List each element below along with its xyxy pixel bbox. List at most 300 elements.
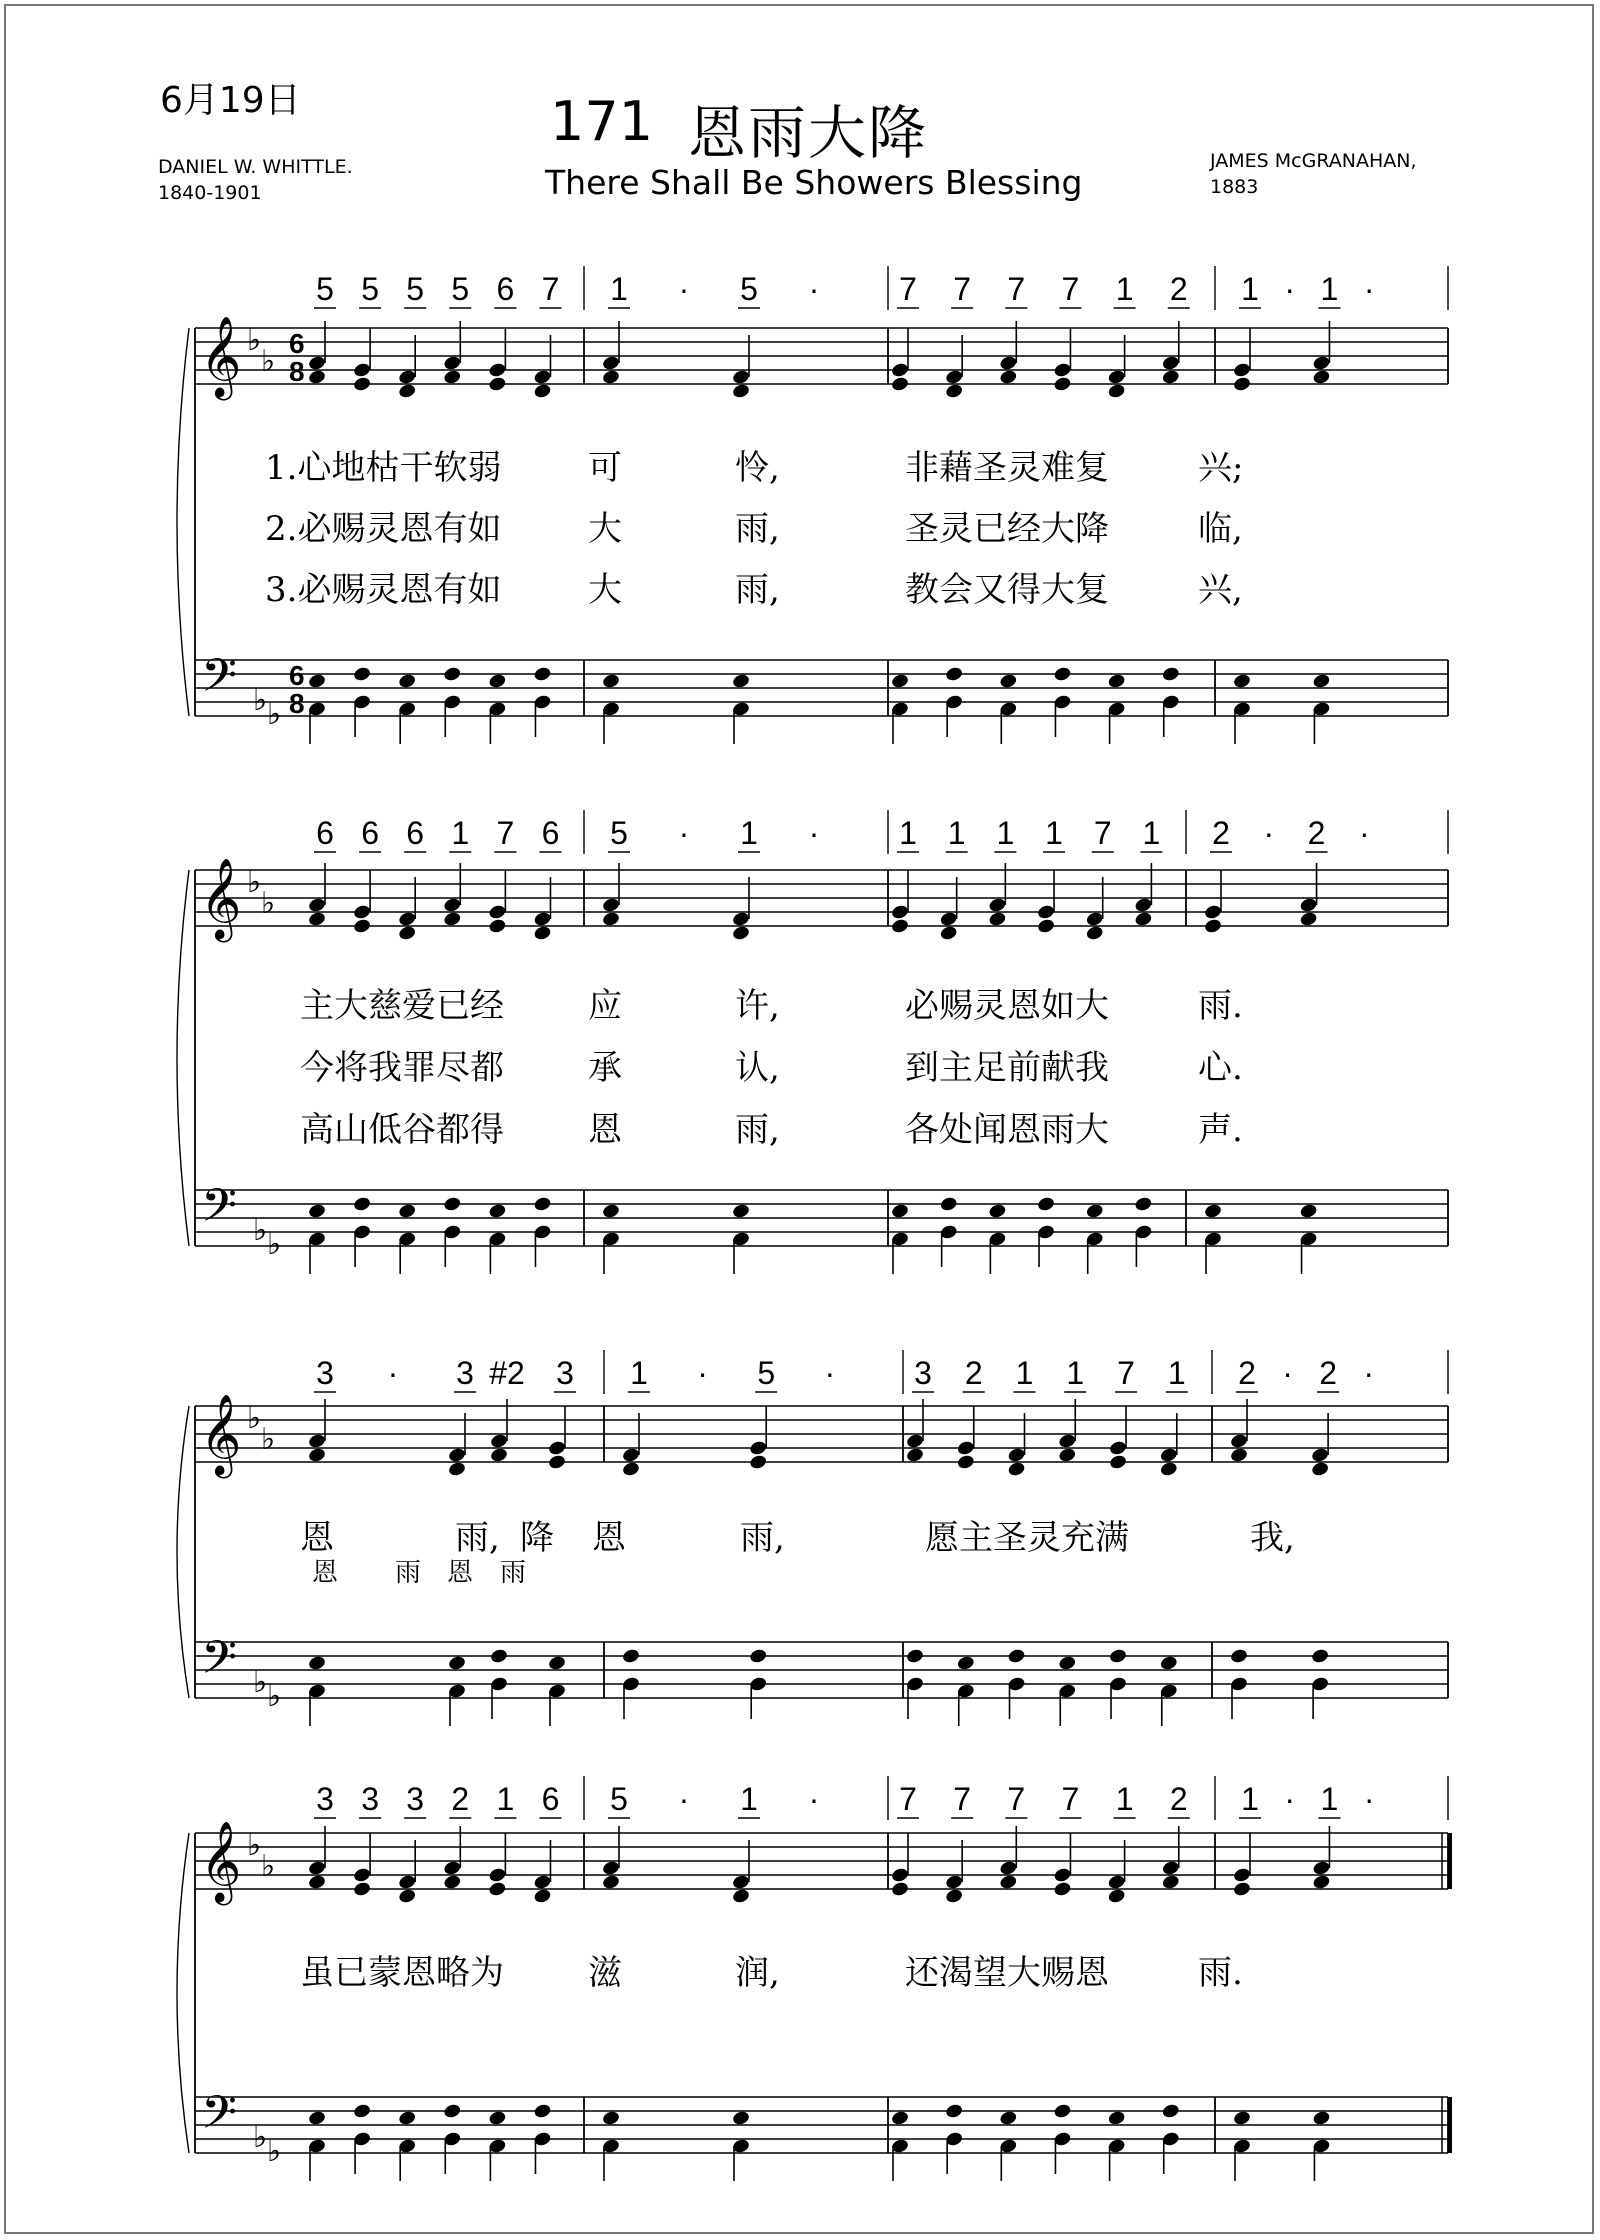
lyric-text: 还渴望大赐恩: [905, 1953, 1109, 1993]
bass-lyric-text: 恩: [312, 1558, 339, 1588]
treble-notehead: [353, 918, 372, 935]
lyric-text: 必赐灵恩如大: [905, 986, 1109, 1026]
treble-notehead: [1312, 1860, 1331, 1877]
jianpu-note: 1: [1142, 815, 1161, 851]
treble-notehead: [443, 355, 462, 372]
treble-notehead: [1108, 1454, 1127, 1471]
jianpu-note: 1: [899, 815, 917, 851]
bass-notehead: [1311, 1648, 1330, 1665]
jianpu-note: 3: [456, 1355, 474, 1391]
treble-notehead: [939, 911, 958, 928]
jianpu-note: 2: [1319, 1355, 1338, 1391]
jianpu-note: 5: [451, 271, 470, 307]
treble-notehead: [1203, 904, 1222, 921]
jianpu-note: 2: [451, 1781, 470, 1817]
jianpu-note: 2: [1307, 815, 1326, 851]
jianpu-note: ·: [678, 815, 690, 851]
lyric-text: 可: [588, 448, 622, 488]
treble-notehead: [1311, 1461, 1330, 1478]
treble-notehead: [890, 1867, 909, 1884]
lyric-text: 各处闻恩雨大: [905, 1110, 1109, 1150]
lyric-text: 3.必赐灵恩有如: [265, 570, 502, 610]
treble-notehead: [307, 1860, 326, 1877]
treble-notehead: [731, 369, 750, 386]
jianpu-note: 5: [406, 271, 425, 307]
treble-notehead: [988, 911, 1007, 928]
jianpu-note: 7: [899, 271, 917, 307]
jianpu-note: 3: [556, 1355, 574, 1391]
treble-notehead: [939, 925, 958, 942]
jianpu-note: ·: [678, 271, 690, 307]
treble-notehead: [601, 1874, 620, 1891]
treble-notehead: [443, 1860, 462, 1877]
treble-notehead: [1036, 904, 1055, 921]
treble-notehead: [731, 925, 750, 942]
treble-notehead: [601, 355, 620, 372]
treble-notehead: [749, 1440, 768, 1457]
bass-notehead: [353, 2103, 372, 2120]
treble-notehead: [398, 369, 417, 386]
flat-icon: ♭: [253, 1666, 268, 1699]
lyric-text: 恩: [588, 1110, 622, 1150]
bass-notehead: [307, 2110, 326, 2127]
lyric-text: 润,: [735, 1953, 780, 1993]
treble-notehead: [945, 383, 964, 400]
jianpu-note: 7: [899, 1781, 917, 1817]
bass-notehead: [1232, 2110, 1251, 2127]
treble-notehead: [999, 1860, 1018, 1877]
bass-notehead: [488, 1203, 507, 1220]
jianpu-note: 1: [1115, 271, 1134, 307]
treble-notehead: [489, 1447, 508, 1464]
lyric-text: 今将我罪尽都: [300, 1048, 504, 1088]
jianpu-note: 1: [496, 1781, 515, 1817]
hymn-title-english: There Shall Be Showers Blessing: [545, 163, 1083, 202]
treble-notehead: [945, 1874, 964, 1891]
treble-notehead: [988, 897, 1007, 914]
bass-notehead: [601, 673, 620, 690]
lyric-text: 恩: [300, 1518, 334, 1558]
jianpu-note: 3: [361, 1781, 379, 1817]
jianpu-note: ·: [1363, 1781, 1375, 1817]
jianpu-note: 2: [1169, 271, 1188, 307]
treble-notehead: [443, 897, 462, 914]
jianpu-note: ·: [1284, 1781, 1296, 1817]
flat-icon: ♭: [261, 1850, 276, 1883]
lyric-text: 雨,: [735, 1110, 780, 1150]
bass-notehead: [939, 1196, 958, 1213]
bass-notehead: [353, 1196, 372, 1213]
lyric-text: 承: [588, 1048, 622, 1088]
treble-notehead: [547, 1440, 566, 1457]
treble-notehead: [956, 1454, 975, 1471]
treble-notehead: [1161, 355, 1180, 372]
lyric-text: 主大慈爱已经: [300, 986, 504, 1026]
jianpu-note: ·: [1263, 815, 1275, 851]
treble-notehead: [999, 1874, 1018, 1891]
jianpu-note: 6: [541, 815, 560, 851]
bass-clef-icon: 𝄢: [201, 2086, 238, 2151]
treble-notehead: [533, 1874, 552, 1891]
treble-notehead: [1232, 1867, 1251, 1884]
treble-notehead: [621, 1447, 640, 1464]
treble-notehead: [1107, 1874, 1126, 1891]
jianpu-note: 1: [1241, 271, 1259, 307]
jianpu-note: 6: [361, 815, 379, 851]
treble-notehead: [1161, 369, 1180, 386]
treble-notehead: [731, 383, 750, 400]
jianpu-note: 6: [316, 815, 334, 851]
bass-lyric-text: 恩: [447, 1558, 474, 1588]
bass-notehead: [489, 1648, 508, 1665]
lyric-text: 愿主圣灵充满: [925, 1518, 1129, 1558]
treble-notehead: [1232, 1881, 1251, 1898]
jianpu-note: 7: [541, 271, 560, 307]
jianpu-note: 7: [496, 815, 515, 851]
treble-notehead: [353, 362, 372, 379]
treble-notehead: [731, 911, 750, 928]
jianpu-note: 5: [361, 271, 379, 307]
flat-icon: ♭: [247, 1829, 262, 1862]
treble-notehead: [443, 911, 462, 928]
jianpu-note: 5: [757, 1355, 776, 1391]
flat-icon: ♭: [267, 2135, 282, 2168]
treble-notehead: [533, 369, 552, 386]
jianpu-note: 2: [1238, 1355, 1256, 1391]
brace: [177, 1833, 189, 2153]
jianpu-note: ·: [678, 1781, 690, 1817]
treble-notehead: [749, 1454, 768, 1471]
jianpu-note: 1: [740, 815, 758, 851]
treble-clef-icon: 𝄞: [200, 857, 242, 939]
treble-notehead: [945, 369, 964, 386]
bass-notehead: [621, 1648, 640, 1665]
jianpu-note: 1: [1320, 271, 1339, 307]
bass-notehead: [1134, 1196, 1153, 1213]
bass-notehead: [601, 2110, 620, 2127]
bass-notehead: [307, 1655, 326, 1672]
lyric-text: 许,: [735, 986, 780, 1026]
jianpu-note: 1: [996, 815, 1015, 851]
treble-notehead: [1159, 1447, 1178, 1464]
bass-notehead: [1036, 1196, 1055, 1213]
bass-notehead: [488, 673, 507, 690]
flat-icon: ♭: [261, 887, 276, 920]
lyric-text: 声.: [1198, 1110, 1243, 1150]
time-signature-top: 6: [289, 328, 305, 359]
lyric-text: 非藉圣灵难复: [905, 448, 1109, 488]
bass-notehead: [447, 1655, 466, 1672]
treble-notehead: [533, 925, 552, 942]
treble-notehead: [488, 1867, 507, 1884]
treble-notehead: [1058, 1433, 1077, 1450]
flat-icon: ♭: [247, 866, 262, 899]
jianpu-note: ·: [697, 1355, 708, 1391]
treble-notehead: [945, 1888, 964, 1905]
treble-notehead: [601, 369, 620, 386]
treble-notehead: [1053, 1881, 1072, 1898]
bass-notehead: [749, 1648, 768, 1665]
treble-notehead: [1299, 911, 1318, 928]
treble-notehead: [890, 904, 909, 921]
treble-notehead: [488, 1881, 507, 1898]
jianpu-note: 7: [1007, 1781, 1026, 1817]
lyric-text: 滋: [588, 1953, 622, 1993]
bass-notehead: [398, 1203, 417, 1220]
jianpu-note: 5: [740, 271, 758, 307]
treble-notehead: [533, 911, 552, 928]
treble-notehead: [1299, 897, 1318, 914]
jianpu-note: ·: [1363, 1355, 1374, 1391]
jianpu-note: 7: [1061, 271, 1080, 307]
bass-notehead: [731, 673, 750, 690]
jianpu-note: #2: [489, 1355, 525, 1391]
date-label: 6月19日: [160, 80, 301, 121]
jianpu-note: 3: [914, 1355, 932, 1391]
treble-notehead: [398, 383, 417, 400]
treble-notehead: [307, 355, 326, 372]
jianpu-note: 1: [451, 815, 470, 851]
bass-notehead: [1232, 673, 1251, 690]
flat-icon: ♭: [253, 1214, 268, 1247]
treble-notehead: [488, 362, 507, 379]
jianpu-note: 1: [1320, 1781, 1339, 1817]
bass-notehead: [533, 666, 552, 683]
flat-icon: ♭: [247, 1402, 262, 1435]
treble-notehead: [547, 1454, 566, 1471]
treble-notehead: [1036, 918, 1055, 935]
flat-icon: ♭: [253, 684, 268, 717]
bass-notehead: [731, 1203, 750, 1220]
bass-notehead: [905, 1648, 924, 1665]
treble-notehead: [447, 1461, 466, 1478]
jianpu-note: 6: [496, 271, 515, 307]
lyricist-name: DANIEL W. WHITTLE.: [158, 156, 353, 178]
treble-notehead: [398, 925, 417, 942]
jianpu-note: ·: [387, 1355, 399, 1391]
treble-notehead: [1203, 918, 1222, 935]
jianpu-note: 1: [1066, 1355, 1085, 1391]
jianpu-note: 1: [947, 815, 966, 851]
treble-notehead: [890, 1881, 909, 1898]
jianpu-note: 6: [406, 815, 425, 851]
treble-notehead: [1312, 369, 1331, 386]
treble-notehead: [1107, 1888, 1126, 1905]
composer-year: 1883: [1210, 176, 1259, 198]
bass-lyric-text: 雨: [395, 1558, 422, 1588]
bass-notehead: [1107, 673, 1126, 690]
lyric-text: 雨.: [1198, 986, 1243, 1026]
lyric-text: 2.必赐灵恩有如: [265, 509, 502, 549]
treble-notehead: [1134, 897, 1153, 914]
treble-notehead: [488, 918, 507, 935]
treble-notehead: [1159, 1461, 1178, 1478]
treble-notehead: [890, 376, 909, 393]
bass-notehead: [988, 1203, 1007, 1220]
jianpu-note: 1: [740, 1781, 758, 1817]
bass-notehead: [1312, 2110, 1331, 2127]
bass-lyric-text: 雨: [500, 1558, 527, 1588]
lyric-text: 虽已蒙恩略为: [300, 1953, 504, 1993]
treble-notehead: [1107, 369, 1126, 386]
jianpu-note: 1: [1015, 1355, 1034, 1391]
jianpu-note: 1: [630, 1355, 648, 1391]
bass-notehead: [1053, 2103, 1072, 2120]
treble-notehead: [905, 1447, 924, 1464]
treble-notehead: [905, 1433, 924, 1450]
treble-notehead: [307, 369, 326, 386]
bass-notehead: [731, 2110, 750, 2127]
lyric-text: 降: [520, 1518, 554, 1558]
treble-clef-icon: 𝄞: [200, 1393, 242, 1475]
hymn-title-chinese: 恩雨大降: [688, 99, 929, 167]
lyric-text: 1.心地枯干软弱: [265, 448, 502, 488]
jianpu-note: ·: [824, 1355, 836, 1391]
flat-icon: ♭: [253, 2121, 268, 2154]
time-signature-bottom: 8: [289, 688, 305, 719]
treble-notehead: [353, 904, 372, 921]
treble-notehead: [398, 1874, 417, 1891]
jianpu-note: 7: [1061, 1781, 1080, 1817]
flat-icon: ♭: [247, 324, 262, 357]
jianpu-note: ·: [808, 1781, 820, 1817]
treble-notehead: [731, 1874, 750, 1891]
treble-notehead: [307, 911, 326, 928]
lyric-text: 教会又得大复: [905, 570, 1109, 610]
bass-notehead: [601, 1203, 620, 1220]
treble-notehead: [1085, 911, 1104, 928]
jianpu-note: 7: [1007, 271, 1026, 307]
jianpu-note: ·: [1359, 815, 1370, 851]
treble-notehead: [601, 897, 620, 914]
bass-notehead: [1108, 1648, 1127, 1665]
jianpu-note: 1: [1167, 1355, 1186, 1391]
bass-notehead: [398, 673, 417, 690]
lyric-text: 应: [588, 986, 622, 1026]
hymn-number: 171: [550, 90, 654, 153]
bass-notehead: [945, 2103, 964, 2120]
lyric-text: 雨,: [740, 1518, 785, 1558]
brace: [177, 870, 189, 1246]
bass-notehead: [307, 1203, 326, 1220]
jianpu-note: 7: [953, 271, 972, 307]
treble-notehead: [1312, 355, 1331, 372]
bass-notehead: [307, 673, 326, 690]
bass-notehead: [443, 1196, 462, 1213]
treble-notehead: [307, 1874, 326, 1891]
bass-notehead: [1229, 1648, 1248, 1665]
treble-notehead: [398, 911, 417, 928]
bass-notehead: [1161, 666, 1180, 683]
treble-notehead: [1053, 1867, 1072, 1884]
treble-notehead: [1161, 1874, 1180, 1891]
jianpu-note: 7: [1117, 1355, 1135, 1391]
bass-notehead: [890, 1203, 909, 1220]
treble-notehead: [890, 918, 909, 935]
treble-notehead: [1161, 1860, 1180, 1877]
treble-notehead: [488, 376, 507, 393]
lyric-text: 兴,: [1198, 570, 1243, 610]
jianpu-note: 1: [1241, 1781, 1259, 1817]
lyric-text: 认,: [735, 1048, 780, 1088]
flat-icon: ♭: [267, 1228, 282, 1261]
flat-icon: ♭: [261, 1423, 276, 1456]
flat-icon: ♭: [261, 345, 276, 378]
treble-notehead: [398, 1888, 417, 1905]
treble-notehead: [443, 1874, 462, 1891]
treble-notehead: [601, 911, 620, 928]
jianpu-note: 5: [610, 1781, 628, 1817]
treble-notehead: [1053, 376, 1072, 393]
flat-icon: ♭: [267, 1680, 282, 1713]
treble-clef-icon: 𝄞: [200, 315, 242, 397]
treble-notehead: [353, 1881, 372, 1898]
jianpu-note: 2: [1212, 815, 1230, 851]
treble-notehead: [956, 1440, 975, 1457]
lyric-text: 大: [588, 570, 622, 610]
lyric-text: 心.: [1198, 1048, 1243, 1088]
lyric-text: 临,: [1198, 509, 1243, 549]
lyric-text: 圣灵已经大降: [905, 509, 1109, 549]
bass-notehead: [999, 673, 1018, 690]
jianpu-note: 6: [541, 1781, 560, 1817]
lyric-text: 雨.: [1198, 1953, 1243, 1993]
bass-notehead: [1161, 2103, 1180, 2120]
jianpu-note: 1: [610, 271, 628, 307]
treble-notehead: [1058, 1447, 1077, 1464]
bass-notehead: [1085, 1203, 1104, 1220]
jianpu-note: ·: [808, 271, 820, 307]
bass-notehead: [533, 2103, 552, 2120]
treble-notehead: [731, 1888, 750, 1905]
lyric-text: 怜,: [735, 448, 780, 488]
treble-notehead: [1107, 383, 1126, 400]
lyric-text: 我,: [1250, 1518, 1295, 1558]
treble-notehead: [307, 1447, 326, 1464]
jianpu-note: 2: [964, 1355, 983, 1391]
jianpu-note: ·: [808, 815, 820, 851]
flat-icon: ♭: [267, 698, 282, 731]
lyric-text: 雨,: [735, 570, 780, 610]
treble-notehead: [1108, 1440, 1127, 1457]
bass-notehead: [890, 673, 909, 690]
treble-notehead: [1085, 925, 1104, 942]
bass-notehead: [1058, 1655, 1077, 1672]
composer-name: JAMES McGRANAHAN,: [1210, 150, 1417, 172]
jianpu-note: 1: [1045, 815, 1063, 851]
bass-notehead: [1203, 1203, 1222, 1220]
treble-notehead: [488, 904, 507, 921]
treble-notehead: [489, 1433, 508, 1450]
treble-notehead: [447, 1447, 466, 1464]
bass-notehead: [1053, 666, 1072, 683]
jianpu-note: 5: [610, 815, 628, 851]
treble-notehead: [1312, 1874, 1331, 1891]
treble-notehead: [533, 383, 552, 400]
lyric-text: 恩: [592, 1518, 626, 1558]
jianpu-note: ·: [1363, 271, 1375, 307]
jianpu-note: 5: [316, 271, 334, 307]
treble-notehead: [1134, 911, 1153, 928]
bass-notehead: [1299, 1203, 1318, 1220]
treble-notehead: [1311, 1447, 1330, 1464]
bass-clef-icon: 𝄢: [201, 1179, 238, 1244]
brace: [177, 1406, 189, 1698]
time-signature-bottom: 8: [289, 356, 305, 387]
bass-notehead: [1159, 1655, 1178, 1672]
treble-notehead: [999, 369, 1018, 386]
treble-notehead: [353, 1867, 372, 1884]
